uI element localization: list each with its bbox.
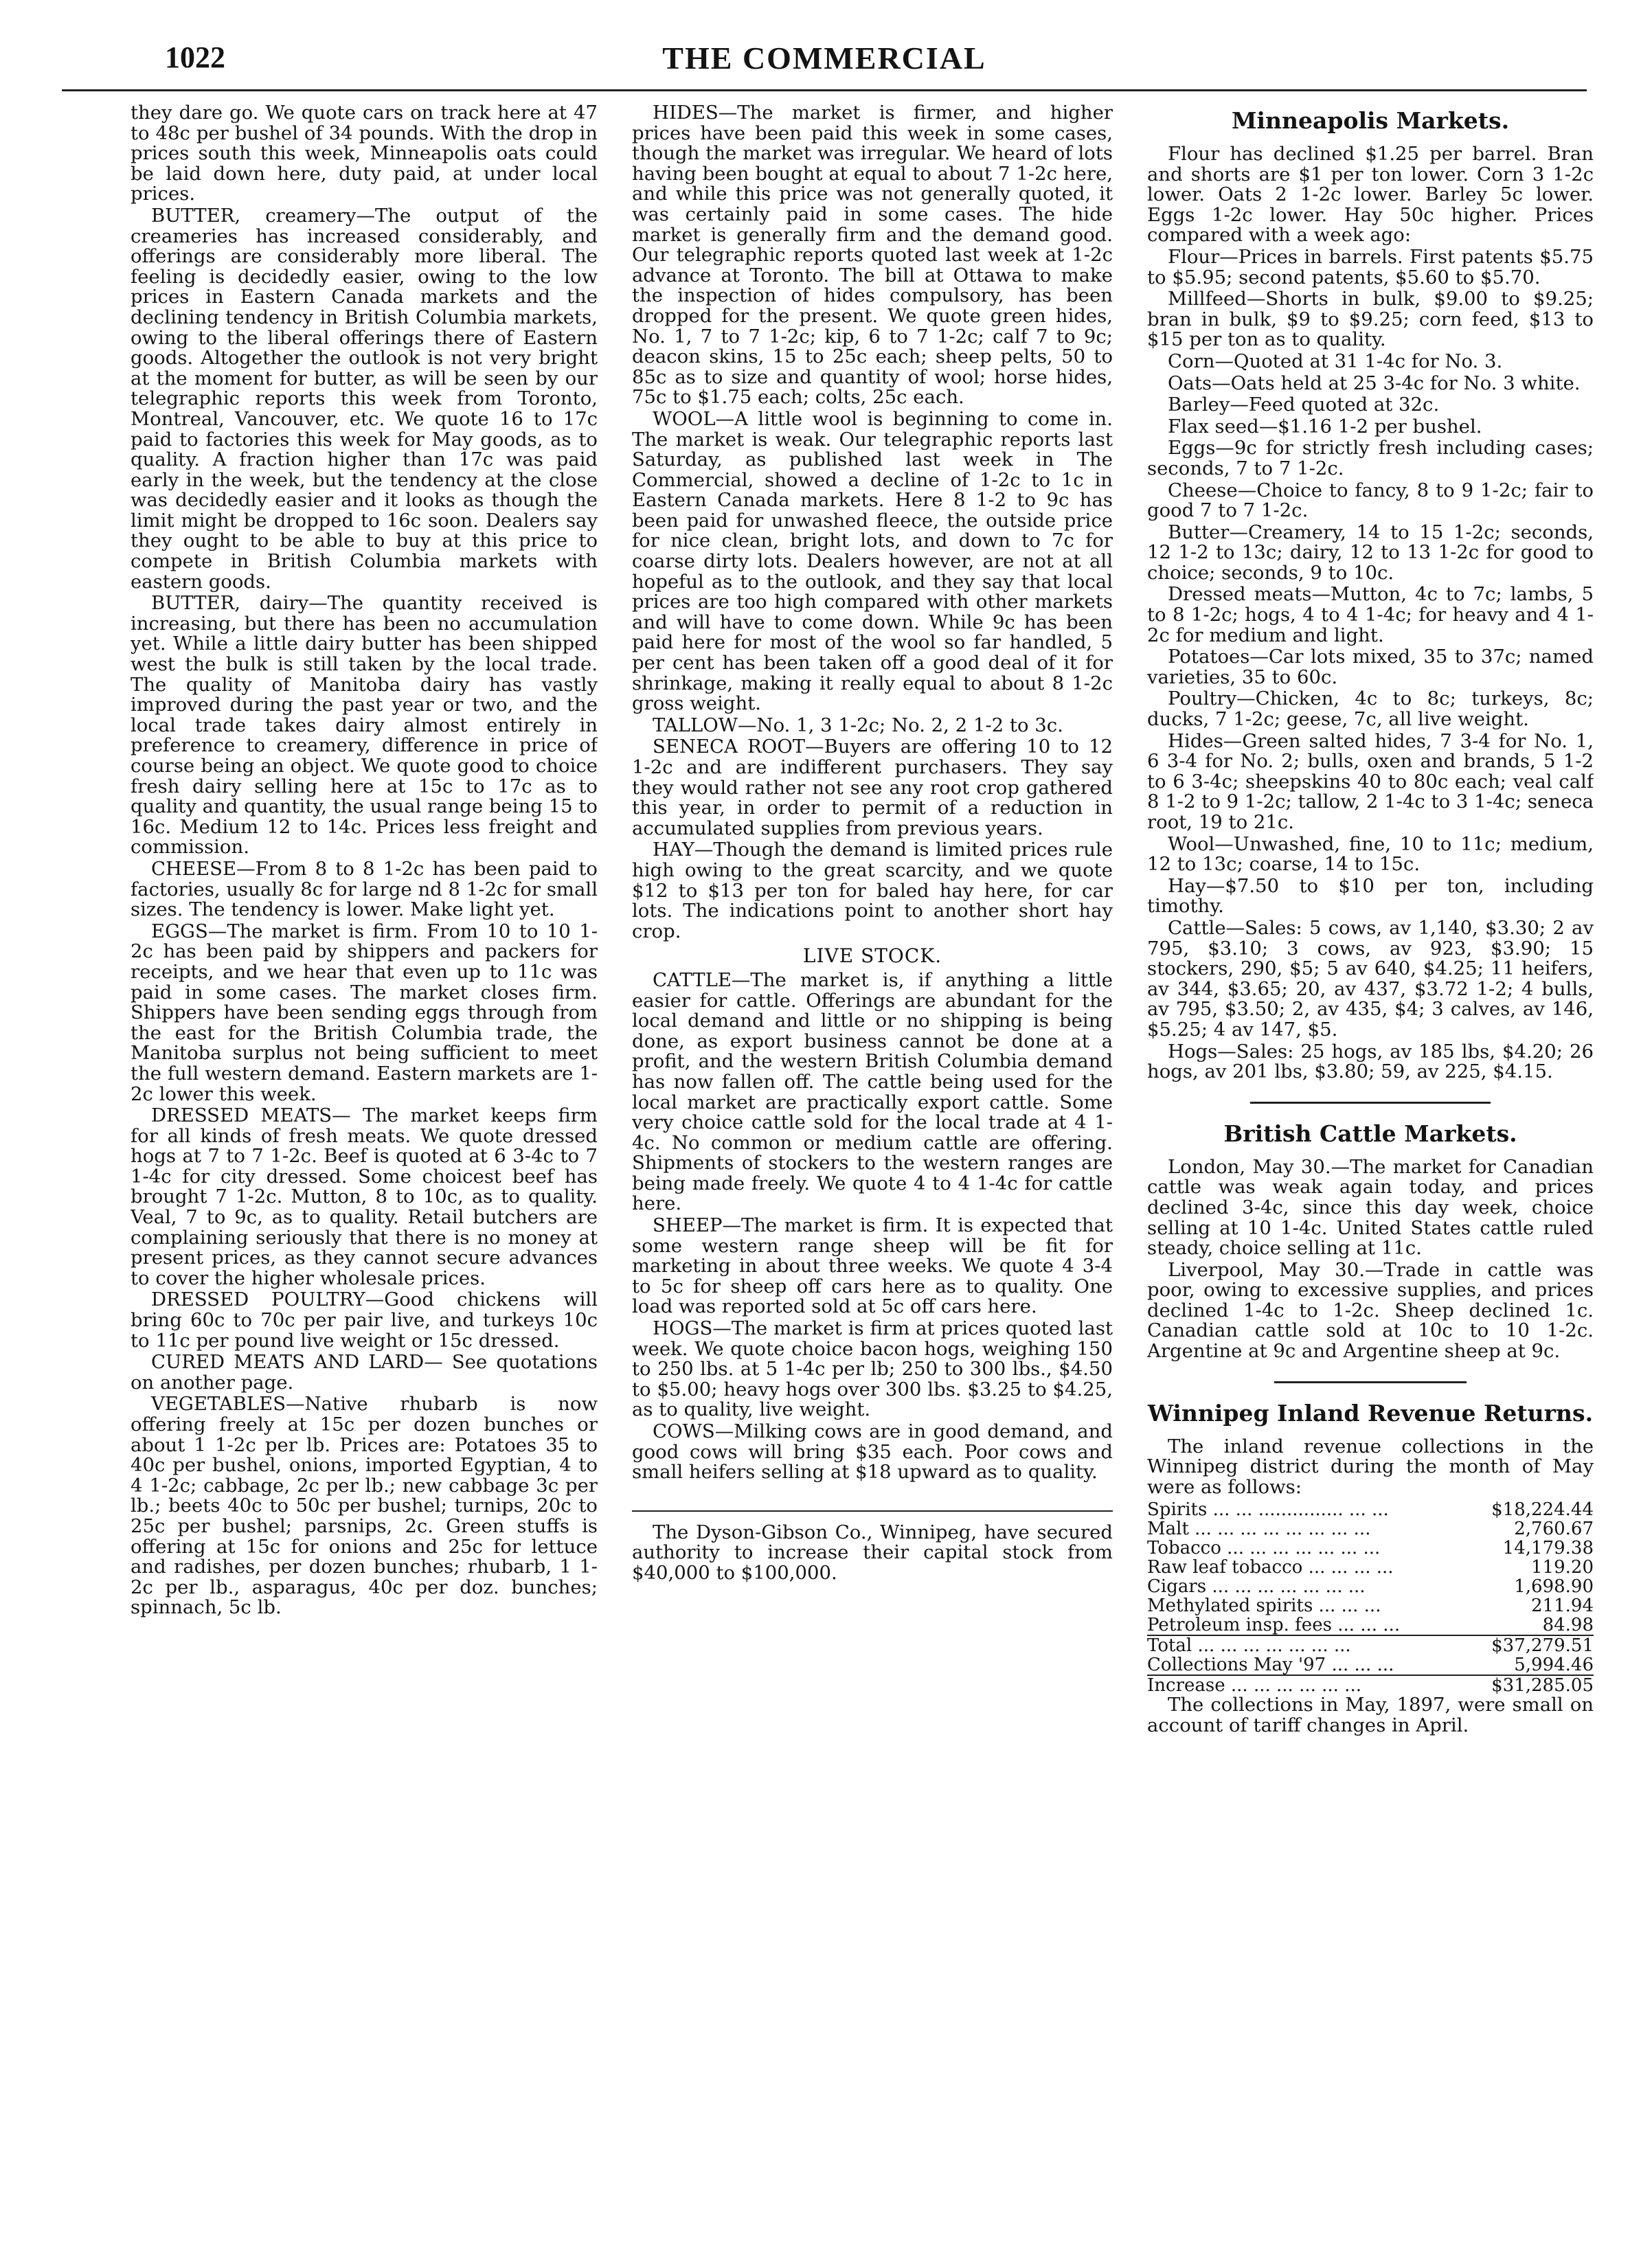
paragraph: HOGS—The market is firm at prices quoted last week. We quote choice bacon hogs, weighing 150 to 250 lbs. at 5 1-4c per lb; 250 to 300 lbs., $4.50 to $5.00; heavy hogs over 300 lbs. $3.25 to $4.25, as to quality, live weight. — [632, 1317, 1113, 1421]
revenue-intro: The inland revenue collections in the Winnipeg district during the month of May were as follows: — [1147, 1435, 1594, 1498]
table-row: Cigars ... ... ... ... ... ... ... 1,698.90 — [1147, 1576, 1594, 1598]
paragraph: VEGETABLES—Native rhubarb is now offering freely at 15c per dozen bunches or about 1 1-2c per lb. Prices are: Potatoes 35 to 40c per bushel, onions, imported Egyptian, 4 to 4 1-2c; cabbage, 2c per lb.; new cabbage 3c per lb.; beets 40c to 50c per bushel; turnips, 20c to 25c per bushel; parsnips, 2c. Green stuffs is offering at 15c for onions and 25c for lettuce and radishes, per dozen bunches; rhubarb, 1 1-2c per lb., asparagus, 40c per doz. bunches; spinnach, 5c lb. — [131, 1393, 598, 1619]
table-row: Raw leaf tobacco ... ... ... ... 119.20 — [1147, 1557, 1594, 1578]
paragraph: BUTTER, dairy—The quantity received is increasing, but there has been no accumulation yet. While a little dairy butter has been shipped west the bulk is still taken by the local trade. The quality of Manitoba dairy has vastly improved during the past year or two, and the local trade takes dairy almost entirely in preference to creamery, difference in price of course being an object. We quote good to choice fresh dairy selling here at 15c to 17c as to quality and quantity, the usual range being 15 to 16c. Medium 12 to 14c. Prices less freight and commission. — [131, 592, 598, 859]
paragraph: Poultry—Chicken, 4c to 8c; turkeys, 8c; ducks, 7 1-2c; geese, 7c, all live weight. — [1147, 688, 1594, 731]
table-row: Petroleum insp. fees ... ... ... 84.98 — [1147, 1615, 1594, 1636]
paragraph: CHEESE—From 8 to 8 1-2c has been paid to factories, usually 8c for large nd 8 1-2c for small sizes. The tendency is lower. Make light yet. — [131, 857, 598, 921]
column-3 — [1147, 103, 1594, 2232]
paragraph: Barley—Feed quoted at 32c. — [1168, 394, 1440, 416]
paragraph: Millfeed—Shorts in bulk, $9.00 to $9.25; bran in bulk, $9 to $9.25; corn feed, $13 to $15 per ton as to quality. — [1147, 288, 1594, 351]
paragraph: Flax seed—$1.16 1-2 per bushel. — [1168, 415, 1482, 438]
paragraph: Eggs—9c for strictly fresh including cases; seconds, 7 to 7 1-2c. — [1147, 437, 1594, 479]
paragraph: Butter—Creamery, 14 to 15 1-2c; seconds, 12 1-2 to 13c; dairy, 12 to 13 1-2c for good to choice; seconds, 9 to 10c. — [1147, 521, 1594, 584]
live-stock-heading: LIVE STOCK. — [802, 944, 942, 968]
section-title-revenue: Winnipeg Inland Revenue Returns. — [1147, 1399, 1594, 1427]
masthead: THE COMMERCIAL — [662, 41, 986, 76]
paragraph: TALLOW—No. 1, 3 1-2c; No. 2, 2 1-2 to 3c. — [653, 714, 1063, 736]
page-number: 1022 — [165, 41, 225, 74]
column-1 — [131, 103, 598, 2232]
paragraph: they dare go. We quote cars on track here at 47 to 48c per bushel of 34 pounds. With the drop in prices south this week, Minneapolis oats could be laid down here, duty paid, at under local prices. — [131, 103, 598, 205]
paragraph: London, May 30.—The market for Canadian cattle was weak again today, and prices declined 3-4c, since this day week, choice selling at 10 1-4c. United States cattle ruled steady, choice selling at 11c. — [1147, 1155, 1594, 1260]
paragraph: Flour—Prices in barrels. First patents $5.75 to $5.95; second patents, $5.60 to $5.70. — [1147, 245, 1594, 288]
paragraph: Dressed meats—Mutton, 4c to 7c; lambs, 5 to 8 1-2c; hogs, 4 to 4 1-4c; for heavy and 4 1-2c for medium and light. — [1147, 583, 1594, 646]
table-row: Spirits ... ... ............... ... ... $18,224.44 — [1147, 1499, 1594, 1521]
paragraph: DRESSED POULTRY—Good chickens will bring 60c to 70c per pair live, and turkeys 10c to 11c per pound live weight or 15c dressed. — [131, 1289, 598, 1352]
previous-year-row: Collections May '97 ... ... ... 5,994.46 — [1147, 1655, 1594, 1676]
notice-text: The Dyson-Gibson Co., Winnipeg, have secured authority to increase their capital stock from $40,000 to $100,000. — [632, 1521, 1113, 1584]
paragraph: EGGS—The market is firm. From 10 to 10 1-2c has been paid by shippers and packers for receipts, and we hear that even up to 11c was paid in some cases. The market closes firm. Shippers have been sending eggs through from the east for the British Columbia trade, the Manitoba surplus not being sufficient to meet the full western demand. Eastern markets are 1-2c lower this week. — [131, 920, 598, 1105]
paragraph: Hogs—Sales: 25 hogs, av 185 lbs, $4.20; 26 hogs, av 201 lbs, $3.80; 59, av 225, $4.15. — [1147, 1040, 1594, 1083]
notice-box — [632, 1510, 1113, 1584]
paragraph: Liverpool, May 30.—Trade in cattle was poor, owing to excessive supplies, and prices declined 1-4c to 1-2c. Sheep declined 1c. Canadian cattle sold at 10c to 10 1-2c. Argentine at 9c and Argentine sheep at 9c. — [1147, 1258, 1594, 1363]
paragraph: Hides—Green salted hides, 7 3-4 for No. 1, 6 3-4 for No. 2; bulls, oxen and brands, 5 1-2 to 6 3-4c; sheepskins 40 to 80c each; veal calf 8 1-2 to 9 1-2c; tallow, 2 1-4c to 3 1-4c; seneca root, 19 to 21c. — [1147, 729, 1594, 833]
section-divider — [1250, 1102, 1491, 1104]
column-2 — [632, 103, 1113, 2232]
page-header — [62, 34, 1587, 91]
paragraph: Wool—Unwashed, fine, 10 to 11c; medium, 12 to 13c; coarse, 14 to 15c. — [1147, 832, 1594, 876]
increase-row: Increase ... ... ... ... ... ... $31,285.05 — [1147, 1675, 1594, 1696]
paragraph: SENECA ROOT—Buyers are offering 10 to 12 1-2c and are indifferent purchasers. They say they would rather not see any root crop gathered this year, in order to permit of a reduction in accumulated supplies from previous years. — [632, 736, 1113, 839]
paragraph: Flour has declined $1.25 per barrel. Bran and shorts are $1 per ton lower. Corn 3 1-2c lower. Oats 2 1-2c lower. Barley 5c lower. Eggs 1-2c lower. Hay 50c higher. Prices compared with a week ago: — [1147, 143, 1594, 247]
revenue-table — [1147, 1500, 1594, 1695]
paragraph: Oats—Oats held at 25 3-4c for No. 3 white. — [1168, 372, 1581, 394]
paragraph: HIDES—The market is firmer, and higher prices have been paid this week in some cases, though the market was irregular. We heard of lots having been bought at equal to about 7 1-2c here, and while this price was not generally quoted, it was certainly paid in some cases. The hide market is generally firm and the demand good. Our telegraphic reports quoted last week at 1-2c advance at Toronto. The bill at Ottawa to make the inspection of hides compulsory, has been dropped for the present. We quote green hides, No. 1, 7 to 7 1-2c; kip, 6 to 7 1-2c; calf 7 to 9c; deacon skins, 15 to 25c each; sheep pelts, 50 to 85c as to size and quantity of wool; horse hides, 75c to $1.75 each; colts, 25c each. — [632, 103, 1113, 409]
paragraph: HAY—Though the demand is limited prices rule high owing to the great scarcity, and we quote $12 to $13 per ton for baled hay here, for car lots. The indications point to another short hay crop. — [632, 839, 1113, 942]
paragraph: Cattle—Sales: 5 cows, av 1,140, $3.30; 2 av 795, $3.10; 3 cows, av 923, $3.90; 15 stockers, 290, $5; 5 av 640, $4.25; 11 heifers, av 344, $3.65; 20, av 437, $3.72 1-2; 4 bulls, av 795, $3.50; 2, av 435, $4; 3 calves, av 146, $5.25; 4 av 147, $5. — [1147, 916, 1594, 1041]
revenue-footnote: The collections in May, 1897, were small on account of tariff changes in April. — [1147, 1694, 1594, 1737]
paragraph: WOOL—A little wool is beginning to come in. The market is weak. Our telegraphic reports last Saturday, as published last week in The Commercial, showed a decline of 1-2c to 1c in Eastern Canada markets. Here 8 1-2 to 9c has been paid for unwashed fleece, the outside price for nice clean, bright lots, and down to 7c for coarse dirty lots. Dealers however, are not at all hopeful as to the outlook, and they say that local prices are too high compared with other markets and will have to come down. While 9c has been paid here for most of the wool so far handled, 5 per cent has been taken off a good deal of it for shrinkage, making it really equal to about 8 1-2c gross weight. — [632, 407, 1113, 715]
paragraph: Corn—Quoted at 31 1-4c for No. 3. — [1168, 350, 1503, 372]
section-title-minneapolis: Minneapolis Markets. — [1231, 107, 1510, 134]
paragraph: SHEEP—The market is firm. It is expected that some western range sheep will be fit for marketing in about three weeks. We quote 4 3-4 to 5c for sheep off cars here as to quality. One load was reported sold at 5c off cars here. — [632, 1214, 1113, 1318]
table-row: Tobacco ... ... ... ... ... ... ... 14,179.38 — [1147, 1538, 1594, 1559]
paragraph: Potatoes—Car lots mixed, 35 to 37c; named varieties, 35 to 60c. — [1147, 646, 1594, 688]
total-row: Total ... ... ... ... ... ... ... $37,279.51 — [1147, 1635, 1594, 1657]
paragraph: DRESSED MEATS— The market keeps firm for all kinds of fresh meats. We quote dressed hogs at 7 to 7 1-2c. Beef is quoted at 6 3-4c to 7 1-4c for city dressed. Some choicest beef has brought 7 1-2c. Mutton, 8 to 10c, as to quality. Veal, 7 to 9c, as to quality. Retail butchers are complaining seriously that there is no money at present prices, as they cannot secure advances to cover the higher wholesale prices. — [131, 1104, 598, 1289]
newspaper-page — [62, 34, 1594, 2232]
paragraph: BUTTER, creamery—The output of the creameries has increased considerably, and offerings are considerably more liberal. The feeling is decidedly easier, owing to the low prices in Eastern Canada markets and the declining tendency in British Columbia markets, owing to the liberal offerings there of Eastern goods. Altogether the outlook is not very bright at the moment for butter, as will be seen by our telegraphic reports this week from Toronto, Montreal, Vancouver, etc. We quote 16 to 17c paid to factories this week for May goods, as to quality. A fraction higher than 17c was paid early in the week, but the tendency at the close was decidedly easier and it looks as though the limit might be dropped to 16c soon. Dealers say they ought to be able to buy at this price to compete in British Columbia markets with eastern goods. — [131, 204, 598, 593]
columns — [62, 103, 1594, 2232]
paragraph: CURED MEATS AND LARD— See quotations on another page. — [131, 1351, 598, 1394]
paragraph: Cheese—Choice to fancy, 8 to 9 1-2c; fair to good 7 to 7 1-2c. — [1147, 479, 1594, 522]
section-divider — [1274, 1381, 1467, 1383]
paragraph: CATTLE—The market is, if anything a little easier for cattle. Offerings are abundant for the local demand and little or no shipping is being done, as export business cannot be done at a profit, and the western British Columbia demand has now fallen off. The cattle being used for the local market are practically export cattle. Some very choice cattle sold for the local trade at 4 1-4c. No common or medium cattle are offering. Shipments of stockers to the western ranges are being made freely. We quote 4 to 4 1-4c for cattle here. — [632, 968, 1113, 1215]
table-row: Malt ... ... ... ... ... ... ... ... 2,760.67 — [1147, 1519, 1594, 1540]
paragraph: Hay—$7.50 to $10 per ton, including timothy. — [1147, 874, 1594, 918]
section-title-british: British Cattle Markets. — [1223, 1120, 1517, 1147]
paragraph: COWS—Milking cows are in good demand, and good cows will bring $35 each. Poor cows and small heifers selling at $18 upward as to quality. — [632, 1420, 1113, 1484]
table-row: Methylated spirits ... ... ... 211.94 — [1147, 1596, 1594, 1617]
